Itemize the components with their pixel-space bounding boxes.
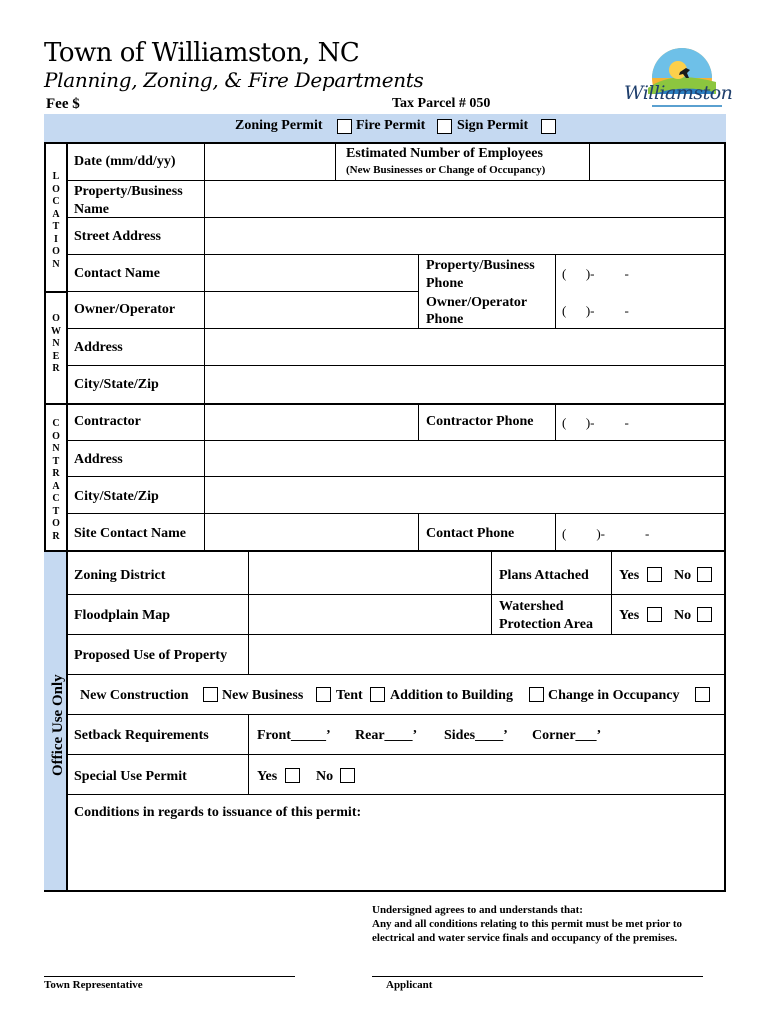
sign-permit-label: Sign Permit [457,118,529,133]
business-name-label-2: Name [74,202,109,217]
zoning-permit-checkbox[interactable] [337,119,352,134]
office-right-border [724,552,726,892]
office-use-label: Office Use Only [50,674,66,776]
rear-field[interactable]: Rear____’ [355,728,418,743]
owner-phone-input[interactable]: ( )- - [562,303,629,318]
office-yesno-divider [611,552,612,634]
addition-checkbox[interactable] [529,687,544,702]
owner-city-label: City/State/Zip [74,377,159,392]
williamston-logo [622,44,733,116]
owner-operator-input[interactable] [205,292,417,328]
contractor-label: Contractor [74,414,141,429]
logo-text: Williamston [624,82,733,104]
contractor-phone-label: Contractor Phone [426,414,534,429]
town-rep-label: Town Representative [44,979,143,991]
owner-section-border [44,291,67,293]
employees-label: Estimated Number of Employees [346,146,543,161]
owner-city-input[interactable] [205,366,724,403]
office-bottom-border [44,890,726,892]
fee-label: Fee $ [46,96,80,112]
row-divider [67,794,725,795]
town-rep-signature-line[interactable] [44,976,295,977]
contact-name-label: Contact Name [74,266,160,281]
phone-col-divider [418,404,419,440]
contact-phone-label: Contact Phone [426,526,515,541]
phone-value-divider [555,404,556,440]
agreement-line-3: electrical and water service finals and occupancy of the premises. [372,932,678,944]
logo-tagline-line [652,105,722,107]
conditions-label: Conditions in regards to issuance of this permit: [74,805,362,820]
owner-address-label: Address [74,340,123,355]
special-no-label: No [316,769,334,784]
watershed-yes-checkbox[interactable] [647,607,662,622]
phone-value-divider [555,254,556,328]
business-name-input[interactable] [205,181,724,217]
new-construction-label: New Construction [80,688,189,703]
contact-name-input[interactable] [205,255,417,290]
owner-phone-label-1: Owner/Operator [426,295,528,310]
special-no-checkbox[interactable] [340,768,355,783]
change-occupancy-label: Change in Occupancy [548,688,680,703]
special-use-label: Special Use Permit [74,769,187,784]
phone-col-divider [418,254,419,328]
row-divider [67,674,725,675]
tent-label: Tent [336,688,363,703]
corner-field[interactable]: Corner___’ [532,728,602,743]
sides-field[interactable]: Sides____’ [444,728,508,743]
left-outer-border [44,142,46,552]
owner-address-input[interactable] [205,329,724,365]
employees-left-divider [335,142,336,180]
floodplain-label: Floodplain Map [74,608,171,623]
tax-parcel-label: Tax Parcel # 050 [392,96,491,111]
agreement-line-1: Undersigned agrees to and understands that: [372,904,583,916]
agreement-line-2: Any and all conditions relating to this permit must be met prior to [372,918,683,930]
special-yes-label: Yes [257,769,278,784]
contractor-bottom-border [44,550,726,552]
contractor-side-label: C O N T R A C T O R [52,418,60,542]
plans-no-checkbox[interactable] [697,567,712,582]
right-outer-border [724,142,726,552]
business-phone-input[interactable]: ( )- - [562,266,629,281]
contractor-city-input[interactable] [205,477,724,513]
watershed-label-1: Watershed [499,599,564,614]
office-mid-divider [491,552,492,634]
new-construction-checkbox[interactable] [203,687,218,702]
contractor-address-input[interactable] [205,441,724,476]
plans-yes-checkbox[interactable] [647,567,662,582]
conditions-input[interactable] [68,824,723,889]
front-field[interactable]: Front_____’ [257,728,331,743]
contact-phone-input[interactable]: ( )- - [562,526,650,541]
proposed-use-input[interactable] [249,635,724,674]
watershed-label-2: Protection Area [499,617,593,632]
plans-yes-label: Yes [619,568,640,583]
street-address-input[interactable] [205,218,724,254]
watershed-no-label: No [674,608,692,623]
owner-side-label: O W N E R [51,313,61,374]
contractor-input[interactable] [205,405,417,439]
business-phone-label-1: Property/Business [426,258,535,273]
fire-permit-label: Fire Permit [356,118,426,133]
contractor-city-label: City/State/Zip [74,489,159,504]
phone-col-divider [418,513,419,550]
new-business-label: New Business [222,688,304,703]
owner-phone-label-2: Phone [426,312,464,327]
watershed-no-checkbox[interactable] [697,607,712,622]
zoning-district-label: Zoning District [74,568,166,583]
floodplain-input[interactable] [249,595,490,634]
contractor-phone-input[interactable]: ( )- - [562,415,629,430]
row-divider [67,714,725,715]
special-yes-checkbox[interactable] [285,768,300,783]
date-label: Date (mm/dd/yy) [74,154,176,169]
phone-value-divider [555,513,556,550]
change-occupancy-checkbox[interactable] [695,687,710,702]
applicant-signature-line[interactable] [372,976,703,977]
proposed-use-label: Proposed Use of Property [74,648,228,663]
employees-input[interactable] [590,143,723,179]
zoning-district-input[interactable] [249,553,490,594]
business-phone-label-2: Phone [426,276,464,291]
employees-note: (New Businesses or Change of Occupancy) [346,164,546,176]
business-name-label-1: Property/Business [74,184,183,199]
contractor-address-label: Address [74,452,123,467]
date-input[interactable] [205,143,334,179]
plans-attached-label: Plans Attached [499,568,589,583]
location-side-label: L O C A T I O N [52,171,60,270]
tent-checkbox[interactable] [370,687,385,702]
page-title: Town of Williamston, NC [44,38,360,68]
fire-permit-checkbox[interactable] [437,119,452,134]
side-label-divider [66,142,68,552]
applicant-label: Applicant [386,979,433,991]
page-subtitle: Planning, Zoning, & Fire Departments [44,68,424,92]
site-contact-label: Site Contact Name [74,526,186,541]
zoning-permit-label: Zoning Permit [235,118,323,133]
watershed-yes-label: Yes [619,608,640,623]
addition-label: Addition to Building [390,688,513,703]
site-contact-input[interactable] [205,514,417,550]
new-business-checkbox[interactable] [316,687,331,702]
row-divider [67,754,725,755]
plans-no-label: No [674,568,692,583]
sign-permit-checkbox[interactable] [541,119,556,134]
setback-label: Setback Requirements [74,728,209,743]
street-address-label: Street Address [74,229,161,244]
owner-operator-label: Owner/Operator [74,302,176,317]
